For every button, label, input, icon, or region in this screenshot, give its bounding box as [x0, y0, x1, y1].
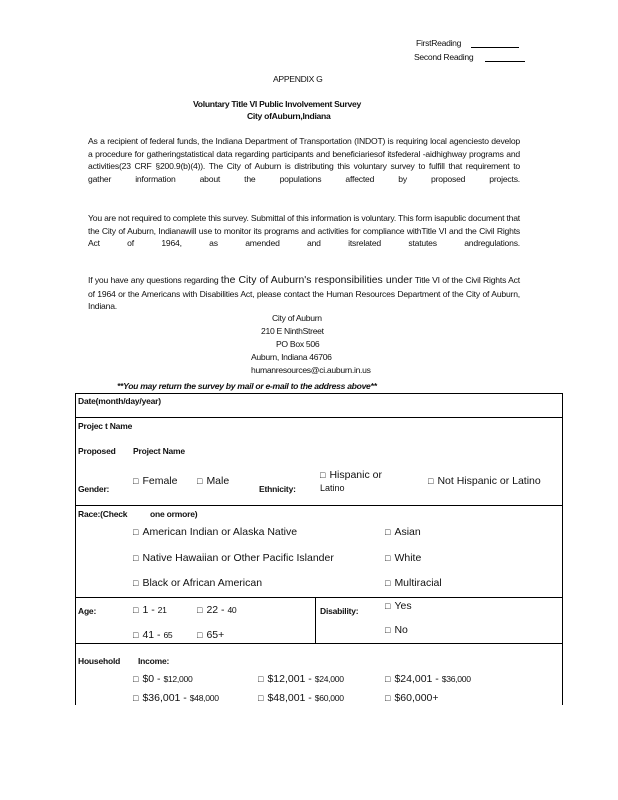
male-option[interactable]: □ Male — [197, 475, 230, 487]
form-divider — [75, 643, 563, 644]
not-hispanic-option[interactable]: □ Not Hispanic or Latino — [428, 475, 541, 487]
checkbox-icon[interactable]: □ — [385, 553, 391, 563]
checkbox-icon[interactable]: □ — [428, 476, 434, 486]
income-48001-60000-option[interactable]: □ $48,001 - $60,000 — [258, 692, 344, 704]
income-60000-plus-option[interactable]: □ $60,000+ — [385, 692, 439, 704]
race-asian-option[interactable]: □ Asian — [385, 526, 421, 538]
proposed-project-name-label: Project Name — [133, 446, 185, 456]
address-line-2: 210 E NinthStreet — [261, 326, 324, 336]
female-option[interactable]: □ Female — [133, 475, 178, 487]
checkbox-icon[interactable]: □ — [133, 674, 139, 684]
appendix-title: APPENDIX G — [273, 74, 323, 84]
gender-label: Gender: — [78, 484, 110, 494]
address-line-3: PO Box 506 — [276, 339, 320, 349]
race-label-cont: one ormore) — [150, 509, 198, 519]
checkbox-icon[interactable]: □ — [133, 693, 139, 703]
income-36001-48000-option[interactable]: □ $36,001 - $48,000 — [133, 692, 219, 704]
checkbox-icon[interactable]: □ — [258, 674, 264, 684]
first-reading-blank[interactable] — [471, 47, 519, 48]
race-white-option[interactable]: □ White — [385, 552, 422, 564]
hispanic-option-cont: Latino — [320, 483, 345, 493]
checkbox-icon[interactable]: □ — [385, 578, 391, 588]
proposed-label: Proposed — [78, 446, 116, 456]
checkbox-icon[interactable]: □ — [197, 476, 203, 486]
checkbox-icon[interactable]: □ — [133, 605, 139, 615]
checkbox-icon[interactable]: □ — [133, 630, 139, 640]
checkbox-icon[interactable]: □ — [385, 674, 391, 684]
checkbox-icon[interactable]: □ — [197, 605, 203, 615]
age-22-40-option[interactable]: □ 22 - 40 — [197, 604, 237, 616]
project-name-label: Projec t Name — [78, 421, 133, 431]
disability-label: Disability: — [320, 606, 359, 616]
race-american-indian-option[interactable]: □ American Indian or Alaska Native — [133, 526, 298, 538]
checkbox-icon[interactable]: □ — [385, 527, 391, 537]
checkbox-icon[interactable]: □ — [320, 470, 326, 480]
ethnicity-label: Ethnicity: — [259, 484, 296, 494]
age-65-plus-option[interactable]: □ 65+ — [197, 629, 225, 641]
date-label: Date(month/day/year) — [78, 396, 161, 406]
form-right-border — [562, 393, 563, 705]
contact-email[interactable]: humanresources@ci.auburn.in.us — [251, 365, 371, 375]
disability-yes-option[interactable]: □ Yes — [385, 600, 412, 612]
income-24001-36000-option[interactable]: □ $24,001 - $36,000 — [385, 673, 471, 685]
form-left-border — [75, 393, 76, 705]
survey-subtitle: City ofAuburn,Indiana — [247, 111, 331, 121]
checkbox-icon[interactable]: □ — [385, 625, 391, 635]
race-label: Race:(Check — [78, 509, 128, 519]
age-41-65-option[interactable]: □ 41 - 65 — [133, 629, 173, 641]
age-disability-divider — [315, 597, 316, 643]
second-reading-blank[interactable] — [485, 61, 525, 62]
voluntary-paragraph: You are not required to complete this survey. Submittal of this information is voluntary. This form isapublic document that the City of Auburn, Indianawill use to monitor its programs and activities for compliance withTitle VI and the Civil Rights Act of 1964, as amended and itsrelated statutes andregulations. — [88, 213, 520, 248]
race-multiracial-option[interactable]: □ Multiracial — [385, 577, 442, 589]
form-divider — [75, 505, 563, 506]
contact-paragraph: If you have any questions regarding the City of Auburn's responsibilities under Title VI of the Civil Rights Act of 1964 or the Americans with Disabilities Act, please contact the Human Resources Department of the City of Auburn, Indiana. — [88, 275, 520, 311]
disability-no-option[interactable]: □ No — [385, 624, 408, 636]
form-top-border — [75, 393, 563, 394]
checkbox-icon[interactable]: □ — [258, 693, 264, 703]
intro-paragraph: As a recipient of federal funds, the Indiana Department of Transportation (INDOT) is requiring local agenciesto develop a procedure for gatheringstatistical data regarding participants and beneficiariesof itsfederal -aidhighway programs and activities(23 CRF §200.9(b)(4)). The City of Auburn is distributing this voluntary survey to fulfill that requirement to gather information about the populations affected by proposed projects. — [88, 136, 520, 184]
date-input[interactable] — [200, 396, 550, 412]
race-hawaiian-option[interactable]: □ Native Hawaiian or Other Pacific Islander — [133, 552, 334, 564]
address-line-1: City of Auburn — [272, 313, 322, 323]
checkbox-icon[interactable]: □ — [133, 553, 139, 563]
income-12001-24000-option[interactable]: □ $12,001 - $24,000 — [258, 673, 344, 685]
hispanic-option[interactable]: □ Hispanic or — [320, 469, 382, 481]
first-reading-label: FirstReading — [416, 38, 519, 48]
checkbox-icon[interactable]: □ — [385, 601, 391, 611]
address-line-4: Auburn, Indiana 46706 — [251, 352, 332, 362]
checkbox-icon[interactable]: □ — [133, 527, 139, 537]
checkbox-icon[interactable]: □ — [385, 693, 391, 703]
checkbox-icon[interactable]: □ — [133, 578, 139, 588]
household-label: Household — [78, 656, 121, 666]
checkbox-icon[interactable]: □ — [197, 630, 203, 640]
survey-title: Voluntary Title VI Public Involvement Survey — [193, 99, 361, 109]
income-0-12000-option[interactable]: □ $0 - $12,000 — [133, 673, 193, 685]
income-label: Income: — [138, 656, 170, 666]
proposed-project-name-input[interactable] — [200, 444, 550, 460]
form-divider — [75, 417, 563, 418]
return-note: **You may return the survey by mail or e-mail to the address above** — [117, 381, 377, 391]
age-label: Age: — [78, 606, 97, 616]
form-divider — [75, 597, 563, 598]
checkbox-icon[interactable]: □ — [133, 476, 139, 486]
age-1-21-option[interactable]: □ 1 - 21 — [133, 604, 167, 616]
second-reading-label: Second Reading — [414, 52, 525, 62]
race-black-option[interactable]: □ Black or African American — [133, 577, 263, 589]
project-name-input[interactable] — [150, 420, 550, 436]
